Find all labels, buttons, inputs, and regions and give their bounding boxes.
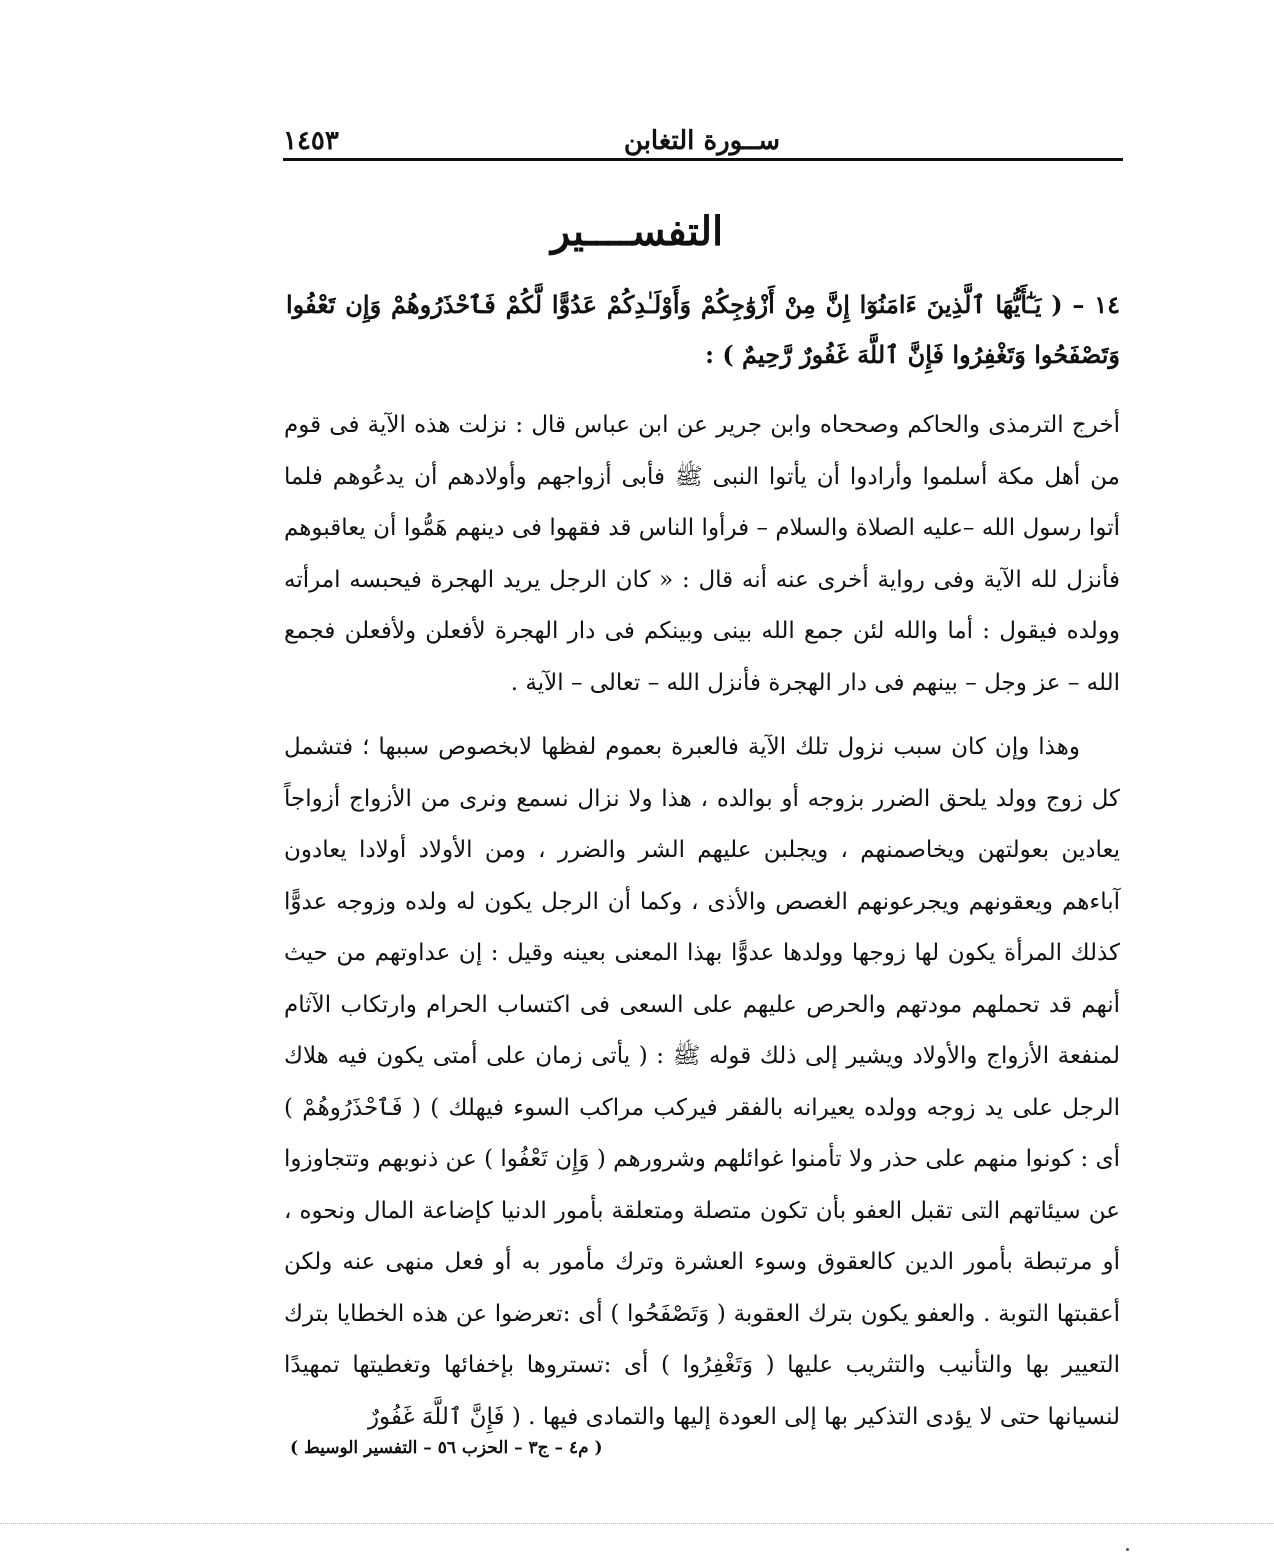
page-header <box>283 120 1121 158</box>
section-title: التفســــير <box>550 208 724 255</box>
surah-title: ســورة التغابن <box>623 126 781 156</box>
paragraph-occasion-of-revelation: أخرج الترمذى والحاكم وصححاه وابن جرير عن ابن عباس قال : نزلت هذه الآية فى قوم من أهل مكة أسلموا وأرادوا أن يأتوا النبى ﷺ فأبى أزواجهم وأولادهم أن يدعُوهم فلما أتوا رسول الله –عليه الصلاة والسلام – فرأوا الناس قد فقهوا فى دينهم هَمُّوا أن يعاقبوهم فأنزل لله الآية وفى رواية أخرى عنه أنه قال : « كان الرجل يريد الهجرة فيحبسه امرأته وولده فيقول : أما والله لئن جمع الله بينى وبينكم فى دار الهجرة لأفعلن ولأفعلن فجمع الله – عز وجل – بينهم فى دار الهجرة فأنزل الله – تعالى – الآية . <box>284 412 1120 696</box>
quran-verse: ١٤ – ( يَـٰٓأَيُّهَا ٱلَّذِينَ ءَامَنُوٓا إِنَّ مِنْ أَزْوَٰجِكُمْ وَأَوْلَـٰدِكُمْ عَدُوًّا لَّكُمْ فَٱحْذَرُوهُمْ وَإِن تَعْفُوا وَتَصْفَحُوا وَتَغْفِرُوا فَإِنَّ ٱللَّهَ غَفُورٌ رَّحِيمٌ ) : <box>286 290 1120 369</box>
paragraph-commentary: وهذا وإن كان سبب نزول تلك الآية فالعبرة بعموم لفظها لابخصوص سببها ؛ فتشمل كل زوج وولد يلحق الضرر بزوجه أو بوالده ، هذا ولا نزال نسمع ونرى من الأزواج أزواجاً يعادين بعولتهن ويخاصمنهم ، ويجلبن عليهم الشر والضرر ، ومن الأولاد أولادا يعادون آباءهم ويعقونهم ويجرعونهم الغصص والأذى ، وكما أن الرجل يكون له ولده وزوجه عدوًّا كذلك المرأة يكون لها زوجها وولدها عدوًّا بهذا المعنى بعينه وقيل : إن عداوتهم من حيث أنهم قد تحملهم مودتهم والحرص عليهم على السعى فى اكتساب الحرام وارتكاب الآثام لمنفعة الأزواج والأولاد ويشير إلى ذلك قوله ﷺ : ( يأتى زمان على أمتى يكون فيه هلاك الرجل على يد زوجه وولده يعيرانه بالفقر فيركب مراكب السوء فيهلك ) ( فَٱحْذَرُوهُمْ ) أى : كونوا منهم على حذر ولا تأمنوا غوائلهم وشرورهم ( وَإِن تَعْفُوا ) عن ذنوبهم وتتجاوزوا عن سيئاتهم التى تقبل العفو بأن تكون متصلة ومتعلقة بأمور الدنيا كإضاعة المال ونحوه ، أو مرتبطة بأمور الدين كالعقوق وسوء العشرة وترك مأمور به أو فعل منهى عنه ولكن أعقبتها التوبة . والعفو يكون بترك العقوبة ( وَتَصْفَحُوا ) أى :تعرضوا عن هذه الخطايا بترك التعيير بها والتأنيب والتثريب عليها ( وَتَغْفِرُوا ) أى :تستروها بإخفائها وتغطيتها تمهيدًا لنسيانها حتى لا يؤدى التذكير بها إلى العودة إليها والتمادى فيها . ( فَإِنَّ ٱللَّهَ غَفُورٌ <box>284 734 1120 1430</box>
scan-edge-line <box>0 1523 1274 1524</box>
page-footer-reference: ( م٤ – ج٣ – الحزب ٥٦ – التفسير الوسيط ) <box>290 1438 603 1458</box>
page-number: ١٤٥٣ <box>283 126 339 156</box>
header-divider <box>283 158 1123 161</box>
scan-speck <box>1126 1548 1129 1551</box>
